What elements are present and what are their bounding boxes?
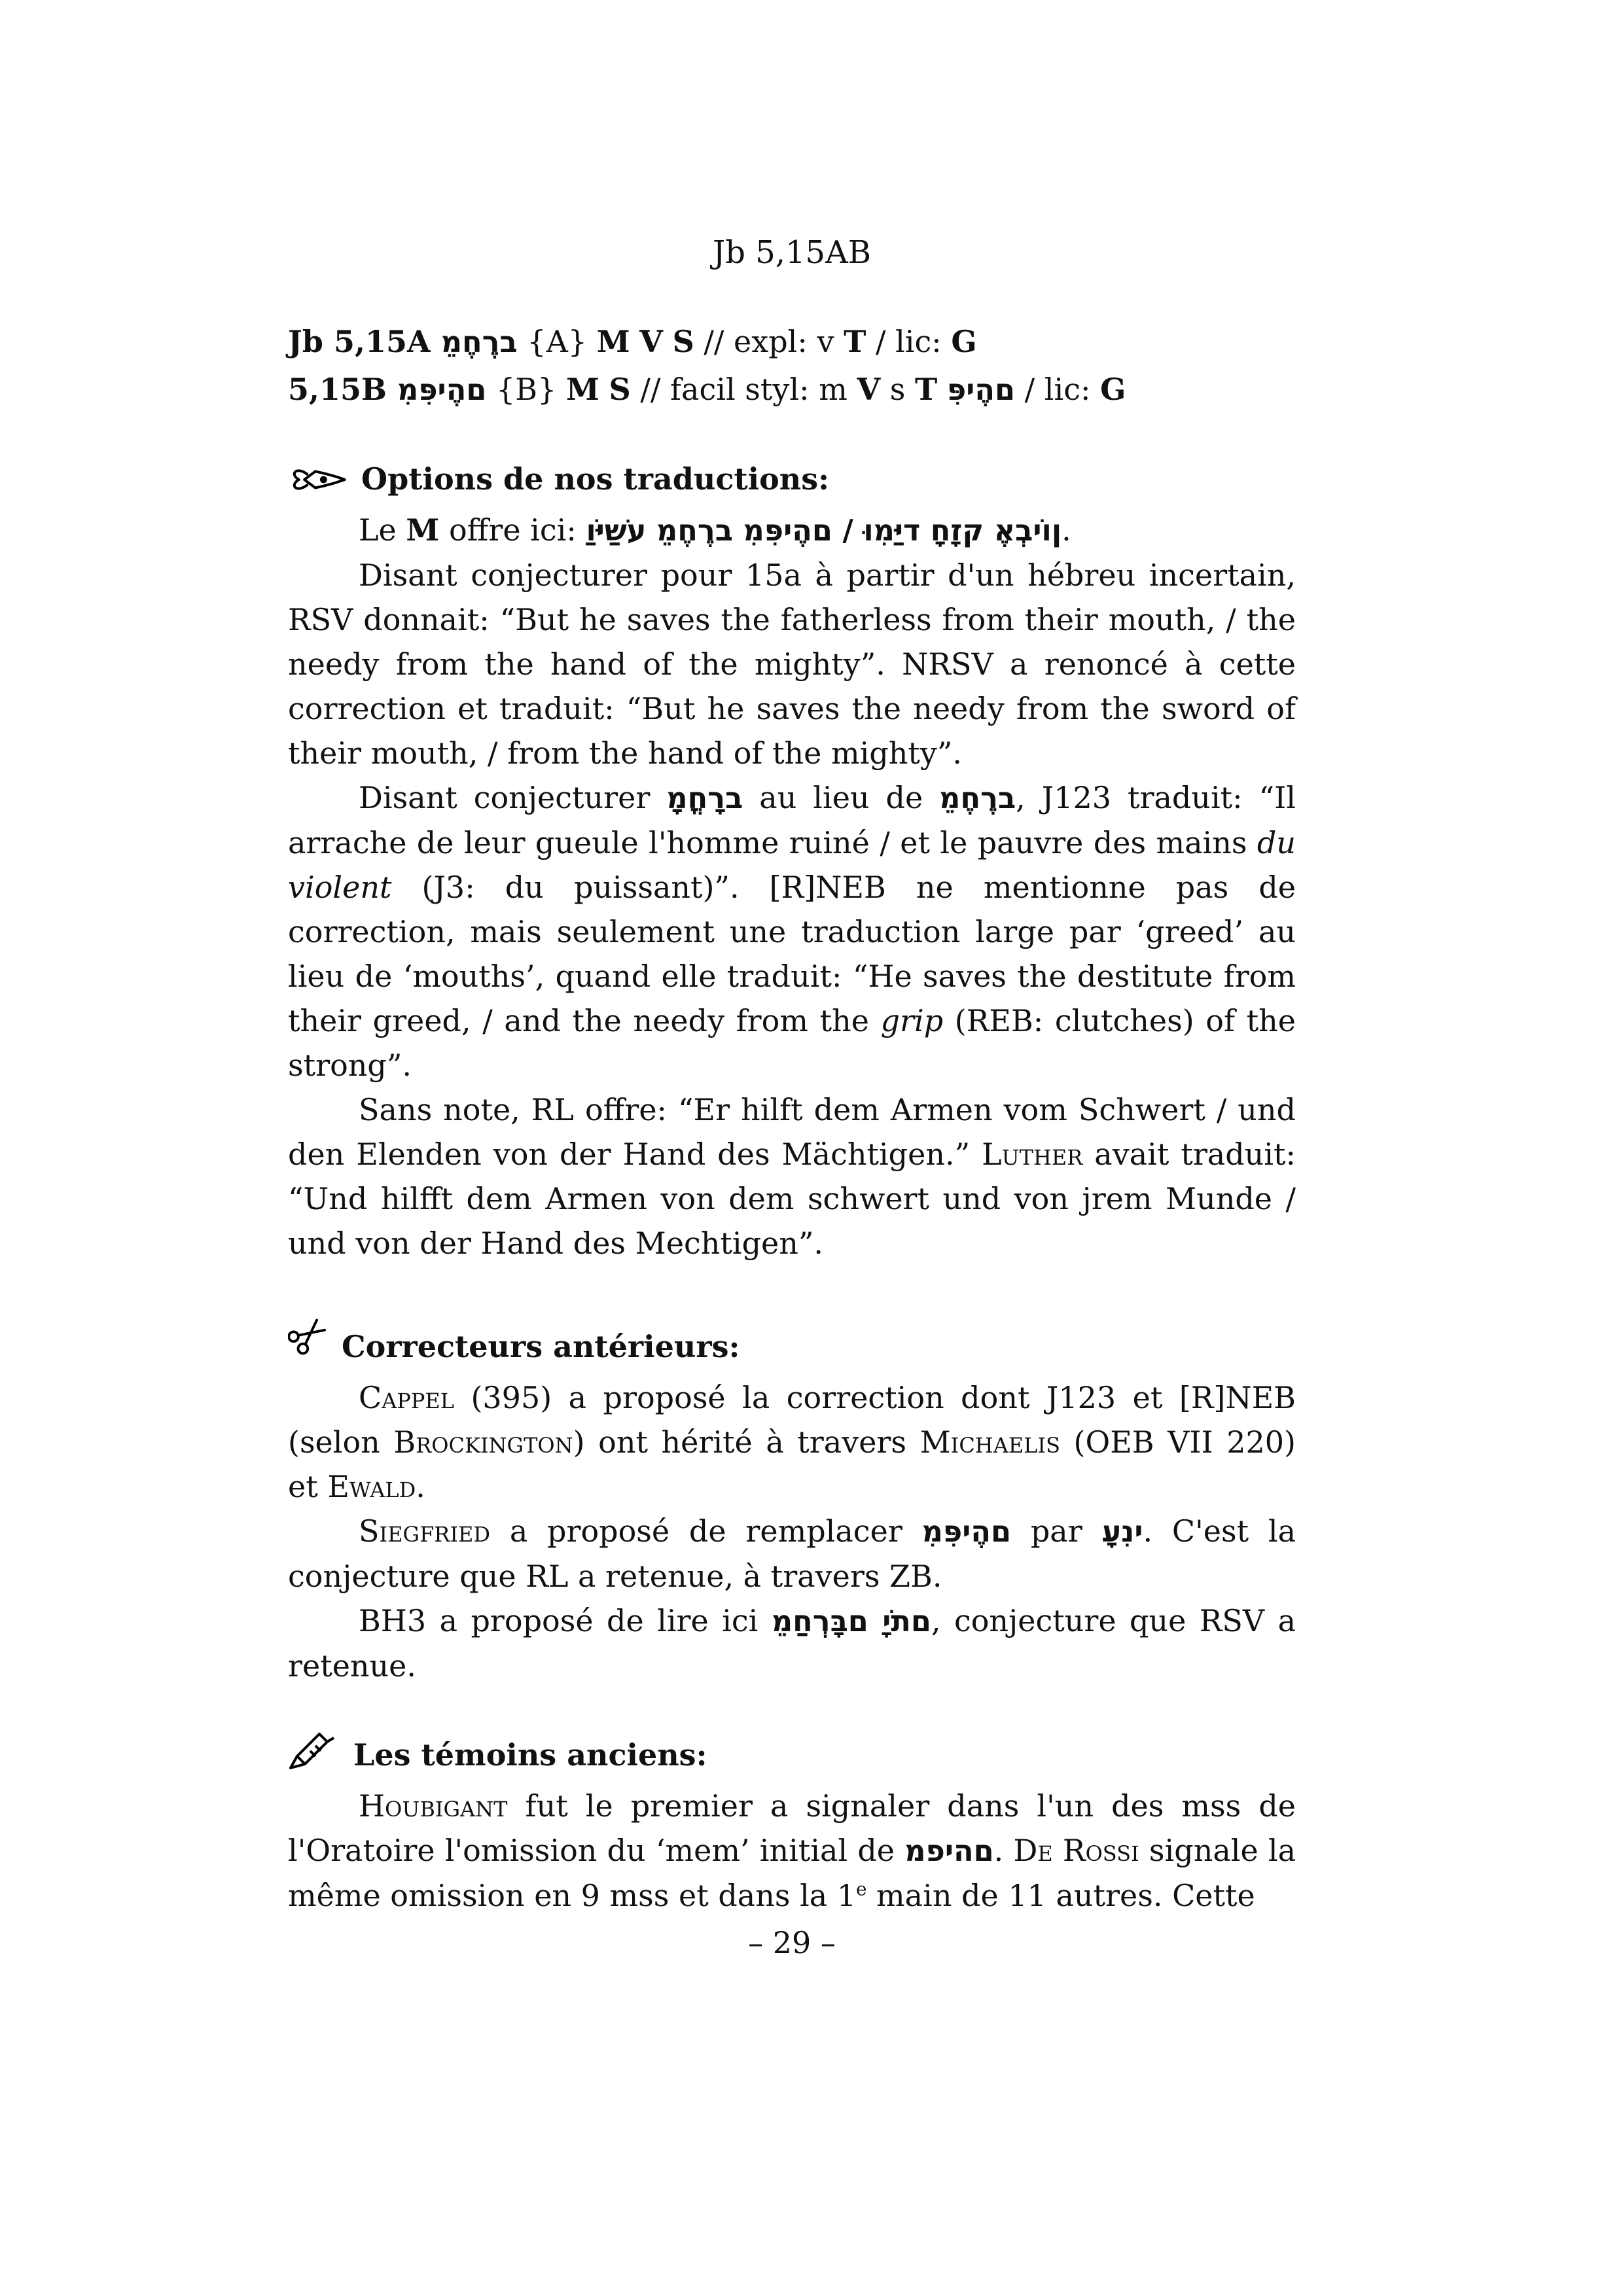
- text-run: offre ici:: [439, 512, 586, 548]
- section-options: [288, 455, 1296, 1265]
- scissors-icon: [288, 1307, 329, 1375]
- text-run: .: [993, 1833, 1014, 1868]
- text-run: [630, 324, 640, 359]
- hebrew-text: מָחֳרָב: [666, 781, 743, 815]
- paragraph: [288, 1784, 1296, 1918]
- text-run: fut le premier a signaler dans l'un des mss de l'Oratoire l'omission du ‘mem’ initial de: [288, 1788, 1296, 1868]
- section-temoins-body: [288, 1784, 1296, 1918]
- text-run: / lic:: [866, 324, 952, 359]
- witness-siglum: V: [639, 324, 663, 359]
- text-run: . C'est la conjecture que RL a retenue, à travers ZB.: [288, 1513, 1296, 1594]
- text-run: Jb 5,15A: [288, 324, 441, 359]
- text-run: Le: [359, 512, 406, 548]
- text-run: Disant conjecturer pour 15a à partir d'un hébreu incertain, RSV donnait: “But he saves the fatherless from their mouth, / the needy from the hand of the mighty”. NRSV a renoncé à cette correction et traduit: “But he saves the needy from the sword of their mouth, / from the hand of the mighty”.: [288, 557, 1296, 771]
- section-title: Options de nos traductions:: [361, 461, 830, 497]
- hebrew-text: מֵחֶרֶב: [939, 781, 1016, 815]
- text-run: , J123 traduit: “Il arrache de leur gueule l'homme ruiné / et le pauvre des mains: [288, 780, 1296, 860]
- witness-siglum: T: [915, 372, 938, 407]
- witness-siglum: T: [844, 324, 866, 359]
- page-title: Jb 5,15AB: [712, 234, 872, 271]
- section-temoins: [288, 1730, 1296, 1918]
- hebrew-text: מֵחַרְבָּם יָתֹם: [771, 1604, 931, 1638]
- witness-siglum: S: [609, 372, 631, 407]
- author-name: Michaelis: [919, 1424, 1060, 1460]
- section-correcteurs-body: [288, 1375, 1296, 1688]
- text-run: // facil styl: m: [630, 372, 857, 407]
- apparatus-line-a: [288, 318, 1296, 366]
- hebrew-text: מֵחֶרֶב: [440, 325, 518, 359]
- text-run: {A}: [517, 324, 597, 359]
- text-run: signale la même omission en 9 mss et dans la 1: [288, 1833, 1296, 1913]
- author-name: Siegfried: [359, 1513, 491, 1549]
- witness-siglum: M: [406, 512, 440, 548]
- section-title: Correcteurs antérieurs:: [342, 1329, 740, 1364]
- text-run: avait traduit: “Und hilfft dem Armen von dem schwert und von jrem Munde / und von der Hand des Mechtigen”.: [288, 1137, 1296, 1261]
- paragraph: [288, 1598, 1296, 1688]
- witness-siglum: G: [1100, 372, 1126, 407]
- text-run: (REB: clutches) of the strong”.: [288, 1003, 1296, 1083]
- text-run: Sans note, RL offre: “Er hilft dem Armen vom Schwert / und den Elenden von der Hand des Mächtigen.”: [288, 1092, 1296, 1172]
- text-run: a proposé de remplacer: [490, 1513, 922, 1549]
- paragraph: [288, 1375, 1296, 1509]
- witness-siglum: S: [672, 324, 694, 359]
- author-name: Brockington: [393, 1424, 573, 1460]
- paragraph: [288, 775, 1296, 1087]
- witness-siglum: M: [566, 372, 599, 407]
- text-run: main de 11 autres. Cette: [866, 1878, 1255, 1913]
- witness-siglum: V: [857, 372, 881, 407]
- author-name: Cappel: [359, 1380, 454, 1415]
- paragraph: [288, 553, 1296, 775]
- text-run: du violent: [288, 825, 1296, 905]
- text-run: par: [1011, 1513, 1102, 1549]
- paragraph: [288, 1509, 1296, 1598]
- apparatus-block: [288, 318, 1296, 414]
- text-run: [663, 324, 673, 359]
- text-run: ) ont hérité à travers: [573, 1424, 920, 1460]
- superscript: e: [856, 1878, 867, 1900]
- text-run: (395) a proposé la correction dont J123 et [R]NEB (selon: [288, 1380, 1296, 1460]
- section-title: Les témoins anciens:: [353, 1737, 707, 1773]
- text-block: [288, 230, 1296, 1918]
- section-temoins-heading: [288, 1730, 1296, 1784]
- hebrew-text: מִפִּיהֶם: [921, 1515, 1012, 1549]
- author-name: Luther: [982, 1137, 1083, 1172]
- hebrew-text: פִּיהֶם: [946, 373, 1016, 407]
- author-name: De Rossi: [1013, 1833, 1139, 1868]
- section-correcteurs: [288, 1307, 1296, 1688]
- text-run: grip: [880, 1003, 944, 1038]
- text-run: .: [416, 1469, 425, 1504]
- hebrew-text: וַיֹּשַׁע מֵחֶרֶב מִפִּיהֶם / וּמִיַּד חָזָק אֶבְיוֹן: [586, 514, 1062, 548]
- witness-siglum: G: [951, 324, 977, 359]
- text-run: .: [1061, 512, 1071, 548]
- hebrew-text: מִפִּיהֶם: [397, 373, 487, 407]
- text-run: // expl: v: [694, 324, 844, 359]
- text-run: (J3: du puissant)”. [R]NEB ne mentionne pas de correction, mais seulement une traduction large par ‘greed’ au lieu de ‘mouths’, quand elle traduit: “He saves the destitute from their greed, / and the needy from the: [288, 870, 1296, 1038]
- author-name: Ewald: [327, 1469, 416, 1504]
- pen-nib-icon: [288, 461, 348, 508]
- text-run: BH3 a proposé de lire ici: [359, 1603, 772, 1638]
- text-run: au lieu de: [743, 780, 940, 815]
- paragraph: [288, 1087, 1296, 1265]
- section-correcteurs-heading: [288, 1307, 1296, 1375]
- hebrew-text: מפיהם: [904, 1834, 994, 1868]
- section-options-body: [288, 508, 1296, 1265]
- text-run: , conjecture que RSV a retenue.: [288, 1603, 1296, 1684]
- text-run: / lic:: [1015, 372, 1101, 407]
- author-name: Houbigant: [359, 1788, 508, 1824]
- page-number: – 29 –: [748, 1925, 836, 1960]
- text-run: s: [880, 372, 915, 407]
- paragraph: [288, 508, 1296, 553]
- text-run: {B}: [486, 372, 566, 407]
- text-run: [599, 372, 609, 407]
- hebrew-text: עָנִי: [1101, 1515, 1143, 1549]
- text-run: [937, 372, 947, 407]
- text-run: Disant conjecturer: [359, 780, 667, 815]
- apparatus-line-b: [288, 366, 1296, 414]
- text-run: (OEB VII 220) et: [288, 1424, 1296, 1504]
- witness-siglum: M: [596, 324, 630, 359]
- text-run: 5,15B: [288, 372, 397, 407]
- section-options-heading: [288, 455, 1296, 508]
- writing-hand-icon: [288, 1730, 340, 1784]
